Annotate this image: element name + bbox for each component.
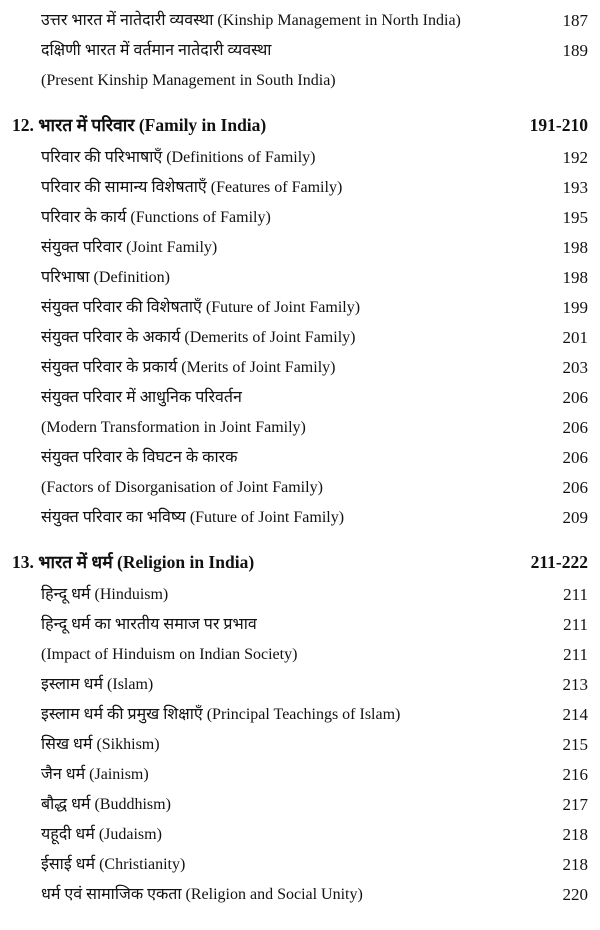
page-number: 203 xyxy=(562,358,588,377)
toc-entry xyxy=(0,234,600,262)
entry-title: संयुक्त परिवार का भविष्य (Future of Joint Family) xyxy=(41,509,345,526)
toc-entry xyxy=(0,354,600,382)
toc-entry xyxy=(0,641,600,669)
page-number: 209 xyxy=(562,508,588,527)
entry-title: परिवार की सामान्य विशेषताएँ (Features of Family) xyxy=(41,179,343,196)
entry-title: हिन्दू धर्म का भारतीय समाज पर प्रभाव xyxy=(41,616,257,633)
chapter-title: 13. भारत में धर्म (Religion in India) xyxy=(12,552,255,572)
page-number: 216 xyxy=(562,765,588,784)
toc-entry xyxy=(0,611,600,639)
toc-entry xyxy=(0,731,600,759)
entry-title: दक्षिणी भारत में वर्तमान नातेदारी व्यवस्था xyxy=(41,42,272,59)
entry-title: संयुक्त परिवार के विघटन के कारक xyxy=(41,449,238,466)
page-number: 215 xyxy=(562,735,588,754)
entry-title: (Factors of Disorganisation of Joint Family) xyxy=(41,479,323,496)
entry-title: यहूदी धर्म (Judaism) xyxy=(41,826,162,843)
page-number: 198 xyxy=(562,238,588,257)
toc-entry xyxy=(0,264,600,292)
toc-entry xyxy=(0,791,600,819)
page-number: 206 xyxy=(562,478,588,497)
toc-entry xyxy=(0,701,600,729)
entry-title: संयुक्त परिवार के प्रकार्य (Merits of Joint Family) xyxy=(41,359,336,376)
entry-title: (Present Kinship Management in South India) xyxy=(41,72,336,89)
page-number: 193 xyxy=(562,178,588,197)
entry-title: बौद्ध धर्म (Buddhism) xyxy=(41,796,171,813)
toc-entry xyxy=(0,204,600,232)
page-number: 198 xyxy=(562,268,588,287)
page-number: 218 xyxy=(562,855,588,874)
page-number: 206 xyxy=(562,418,588,437)
entry-title: संयुक्त परिवार में आधुनिक परिवर्तन xyxy=(41,389,242,406)
chapter-heading xyxy=(0,111,600,139)
toc-entry xyxy=(0,474,600,502)
entry-title: संयुक्त परिवार के अकार्य (Demerits of Joint Family) xyxy=(41,329,356,346)
toc-entry xyxy=(0,881,600,909)
entry-title: जैन धर्म (Jainism) xyxy=(41,766,149,783)
entry-title: परिभाषा (Definition) xyxy=(41,269,170,286)
entry-title: परिवार की परिभाषाएँ (Definitions of Family) xyxy=(41,149,316,166)
page-number: 195 xyxy=(562,208,588,227)
page-number: 218 xyxy=(562,825,588,844)
entry-title: संयुक्त परिवार (Joint Family) xyxy=(41,239,218,256)
page-number: 213 xyxy=(562,675,588,694)
toc-entry xyxy=(0,384,600,412)
page-number: 192 xyxy=(562,148,588,167)
page-number: 217 xyxy=(562,795,588,814)
page-number: 220 xyxy=(562,885,588,904)
toc-entry xyxy=(0,7,600,35)
entry-title: परिवार के कार्य (Functions of Family) xyxy=(41,209,271,226)
toc-entry xyxy=(0,444,600,472)
chapter-heading xyxy=(0,548,600,576)
toc-entry xyxy=(0,504,600,532)
page-number: 206 xyxy=(562,448,588,467)
toc-entry xyxy=(0,324,600,352)
page-number: 189 xyxy=(562,41,588,60)
toc-entry xyxy=(0,294,600,322)
entry-title: संयुक्त परिवार की विशेषताएँ (Future of Joint Family) xyxy=(41,299,361,316)
entry-title: हिन्दू धर्म (Hinduism) xyxy=(41,586,169,603)
toc-entry xyxy=(0,67,600,95)
entry-title: ईसाई धर्म (Christianity) xyxy=(41,856,186,873)
entry-title: (Modern Transformation in Joint Family) xyxy=(41,419,306,436)
page-number: 187 xyxy=(562,11,588,30)
entry-title: सिख धर्म (Sikhism) xyxy=(41,736,160,753)
entry-title: इस्लाम धर्म की प्रमुख शिक्षाएँ (Principal Teachings of Islam) xyxy=(41,706,401,723)
page-number: 214 xyxy=(562,705,588,724)
entry-title: उत्तर भारत में नातेदारी व्यवस्था (Kinship Management in North India) xyxy=(41,12,461,29)
chapter-page-range: 191-210 xyxy=(529,115,588,135)
toc-entry xyxy=(0,671,600,699)
toc-entry xyxy=(0,821,600,849)
page-number: 211 xyxy=(563,585,588,604)
entry-title: इस्लाम धर्म (Islam) xyxy=(41,676,154,693)
entry-title: (Impact of Hinduism on Indian Society) xyxy=(41,646,298,663)
chapter-title: 12. भारत में परिवार (Family in India) xyxy=(12,115,267,135)
toc-entry xyxy=(0,174,600,202)
page-number: 201 xyxy=(562,328,588,347)
toc-entry xyxy=(0,851,600,879)
toc-entry xyxy=(0,144,600,172)
page-number: 199 xyxy=(562,298,588,317)
page-number: 211 xyxy=(563,645,588,664)
entry-title: धर्म एवं सामाजिक एकता (Religion and Social Unity) xyxy=(41,886,363,903)
toc-entry xyxy=(0,37,600,65)
toc-entry xyxy=(0,761,600,789)
page-number: 211 xyxy=(563,615,588,634)
page-number: 206 xyxy=(562,388,588,407)
toc-entry xyxy=(0,581,600,609)
chapter-page-range: 211-222 xyxy=(530,552,588,572)
toc-entry xyxy=(0,414,600,442)
